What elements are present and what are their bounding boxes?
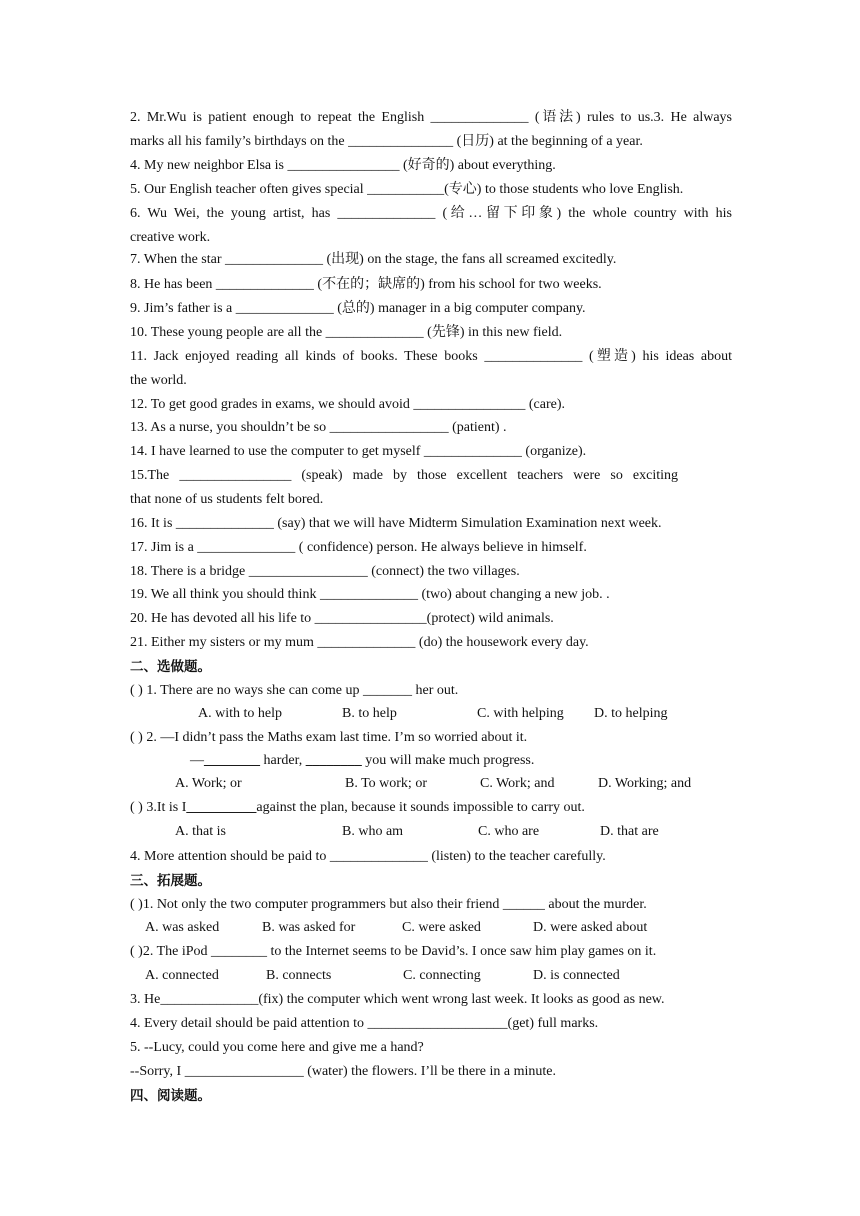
s3-mc1-option-d: D. were asked about bbox=[533, 920, 648, 935]
s2-mc2-blank-1: ________ bbox=[204, 753, 260, 768]
s2-mc1-option-c: C. with helping bbox=[477, 706, 564, 721]
s2-mc3-blank: __________ bbox=[186, 800, 257, 815]
section-4-heading: 四、阅读题。 bbox=[130, 1088, 211, 1104]
s3-mc1-stem: ( )1. Not only the two computer programmers but also their friend ______ about the murder. bbox=[130, 897, 647, 912]
question-8: 8. He has been ______________ (不在的；缺席的) from his school for two weeks. bbox=[130, 277, 602, 292]
question-15-line-2: that none of us students felt bored. bbox=[130, 492, 324, 507]
s2-mc3-option-b: B. who am bbox=[342, 824, 404, 839]
question-17: 17. Jim is a ______________ ( confidence) person. He always believe in himself. bbox=[130, 540, 587, 555]
s3-question-4: 4. Every detail should be paid attention to ____________________(get) full marks. bbox=[130, 1016, 599, 1031]
s2-mc2-option-c: C. Work; and bbox=[480, 776, 555, 791]
question-6-line-1: 6. Wu Wei, the young artist, has ______________ (给…留下印象) the whole country with his bbox=[130, 206, 732, 221]
s2-mc3-option-a: A. that is bbox=[175, 824, 226, 839]
question-14: 14. I have learned to use the computer to get myself ______________ (organize). bbox=[130, 444, 587, 459]
s2-mc2-mid: harder, bbox=[260, 753, 306, 768]
s3-mc1-option-b: B. was asked for bbox=[262, 920, 356, 935]
s2-mc3-option-c: C. who are bbox=[478, 824, 540, 839]
question-3-line: marks all his family’s birthdays on the _______________ (日历) at the beginning of a year. bbox=[130, 134, 643, 149]
question-11-line-2: the world. bbox=[130, 373, 187, 388]
s3-mc2-option-d: D. is connected bbox=[533, 968, 620, 983]
s2-question-4: 4. More attention should be paid to ______________ (listen) to the teacher carefully. bbox=[130, 849, 606, 864]
s2-mc2-option-b: B. To work; or bbox=[345, 776, 427, 791]
s3-mc2-option-b: B. connects bbox=[266, 968, 332, 983]
question-2-line-1: 2. Mr.Wu is patient enough to repeat the English ______________ (语法) rules to us.3. He always bbox=[130, 110, 732, 125]
s3-mc1-option-c: C. were asked bbox=[402, 920, 481, 935]
question-19: 19. We all think you should think ______________ (two) about changing a new job. . bbox=[130, 587, 610, 602]
s2-mc1-option-d: D. to helping bbox=[594, 706, 668, 721]
question-9: 9. Jim’s father is a ______________ (总的) manager in a big computer company. bbox=[130, 301, 586, 316]
question-4: 4. My new neighbor Elsa is ________________ (好奇的) about everything. bbox=[130, 158, 556, 173]
s2-mc1-option-b: B. to help bbox=[342, 706, 397, 721]
question-13: 13. As a nurse, you shouldn’t be so _________________ (patient) . bbox=[130, 420, 507, 435]
question-15-line-1: 15.The ________________ (speak) made by those excellent teachers were so exciting bbox=[130, 468, 678, 483]
question-10: 10. These young people are all the ______________ (先锋) in this new field. bbox=[130, 325, 563, 340]
question-16: 16. It is ______________ (say) that we will have Midterm Simulation Examination next week. bbox=[130, 516, 662, 531]
s2-mc2-end: you will make much progress. bbox=[361, 753, 535, 768]
s3-mc2-option-c: C. connecting bbox=[403, 968, 481, 983]
question-6-line-2: creative work. bbox=[130, 230, 211, 245]
question-18: 18. There is a bridge _________________ (connect) the two villages. bbox=[130, 564, 520, 579]
s3-question-3: 3. He______________(fix) the computer which went wrong last week. It looks as good as new. bbox=[130, 992, 665, 1007]
section-3-heading: 三、拓展题。 bbox=[130, 873, 211, 889]
s3-question-5-line-1: 5. --Lucy, could you come here and give me a hand? bbox=[130, 1040, 424, 1055]
s2-mc3-post: against the plan, because it sounds impossible to carry out. bbox=[256, 800, 585, 815]
s2-mc2-dash: — bbox=[190, 753, 204, 768]
question-20: 20. He has devoted all his life to ________________(protect) wild animals. bbox=[130, 611, 554, 626]
question-21: 21. Either my sisters or my mum ______________ (do) the housework every day. bbox=[130, 635, 589, 650]
s3-question-5-line-2: --Sorry, I _________________ (water) the flowers. I’ll be there in a minute. bbox=[130, 1064, 556, 1079]
question-11-line-1: 11. Jack enjoyed reading all kinds of books. These books ______________ (塑造) his ideas about bbox=[130, 349, 732, 364]
s3-mc2-stem: ( )2. The iPod ________ to the Internet seems to be David’s. I once saw him play games on it. bbox=[130, 944, 657, 959]
s2-mc2-line-2 bbox=[190, 751, 534, 771]
s2-mc3-pre: ( ) 3.It is I bbox=[130, 800, 187, 815]
s2-mc1-stem: ( ) 1. There are no ways she can come up _______ her out. bbox=[130, 683, 459, 698]
s2-mc2-option-d: D. Working; and bbox=[598, 776, 692, 791]
s2-mc1-option-a: A. with to help bbox=[198, 706, 282, 721]
question-5: 5. Our English teacher often gives special ___________(专心) to those students who love English. bbox=[130, 182, 684, 197]
s2-mc3-stem bbox=[130, 798, 732, 818]
s3-mc1-option-a: A. was asked bbox=[145, 920, 220, 935]
s2-mc2-stem: ( ) 2. —I didn’t pass the Maths exam last time. I’m so worried about it. bbox=[130, 730, 528, 745]
s2-mc2-blank-2: ________ bbox=[305, 753, 362, 768]
question-7: 7. When the star ______________ (出现) on the stage, the fans all screamed excitedly. bbox=[130, 252, 617, 267]
s3-mc2-option-a: A. connected bbox=[145, 968, 219, 983]
question-12: 12. To get good grades in exams, we should avoid ________________ (care). bbox=[130, 397, 566, 412]
s2-mc3-option-d: D. that are bbox=[600, 824, 659, 839]
s2-mc2-option-a: A. Work; or bbox=[175, 776, 242, 791]
section-2-heading: 二、选做题。 bbox=[130, 659, 211, 675]
